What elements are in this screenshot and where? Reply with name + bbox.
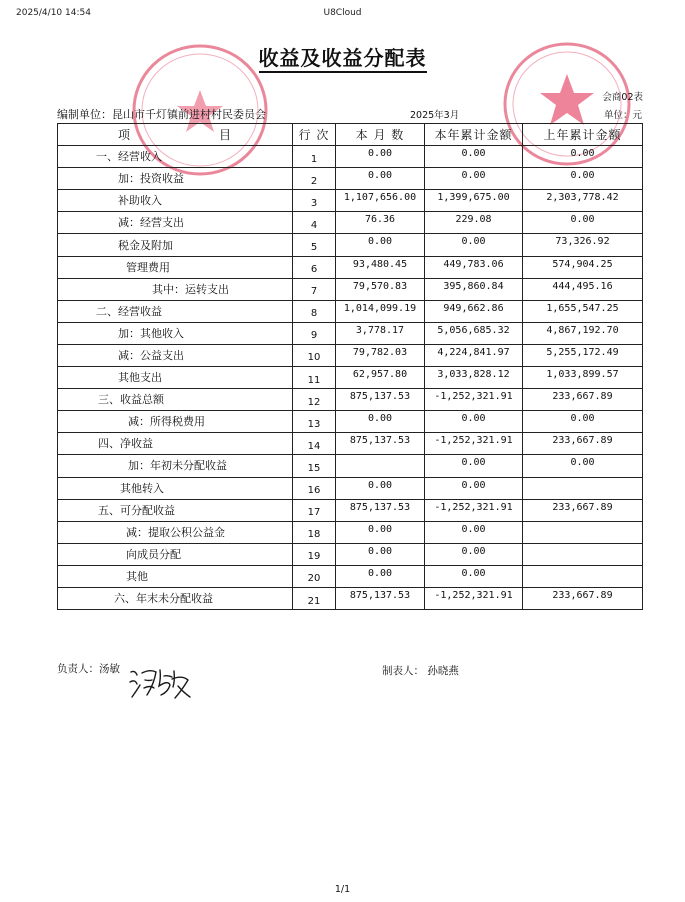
table-row: 加：其他收入 9 3,778.17 5,056,685.32 4,867,192.70 <box>58 322 643 344</box>
table-row: 其他支出 11 62,957.80 3,033,828.12 1,033,899.57 <box>58 367 643 389</box>
table-row: 加：年初未分配收益 15 0.00 0.00 <box>58 455 643 477</box>
preparer: 制表人： 孙晓燕 <box>382 665 459 677</box>
income-distribution-table <box>57 123 643 610</box>
print-app-name: U8Cloud <box>323 8 362 18</box>
table-row: 三、收益总额 12 875,137.53 -1,252,321.91 233,667.89 <box>58 389 643 411</box>
table-row: 减：公益支出 10 79,782.03 4,224,841.97 5,255,172.49 <box>58 344 643 366</box>
column-header-ytd: 本年累计金额 <box>425 124 523 146</box>
table-row: 其他转入 16 0.00 0.00 <box>58 477 643 499</box>
table-row: 四、净收益 14 875,137.53 -1,252,321.91 233,667.89 <box>58 433 643 455</box>
print-datetime: 2025/4/10 14:54 <box>16 8 91 18</box>
column-header-item: 项 目 <box>58 124 293 146</box>
table-row: 税金及附加 5 0.00 0.00 73,326.92 <box>58 234 643 256</box>
currency-unit: 单位：元 <box>603 110 642 121</box>
handwritten-signature <box>128 664 192 702</box>
table-row: 一、经营收入 1 0.00 0.00 0.00 <box>58 146 643 168</box>
table-row: 其他 20 0.00 0.00 <box>58 565 643 587</box>
table-row: 减：提取公积公益金 18 0.00 0.00 <box>58 521 643 543</box>
page-title: 收益及收益分配表 <box>0 42 685 71</box>
table-row: 管理费用 6 93,480.45 449,783.06 574,904.25 <box>58 256 643 278</box>
column-header-month: 本 月 数 <box>336 124 425 146</box>
table-header-row <box>58 124 643 146</box>
table-row: 向成员分配 19 0.00 0.00 <box>58 543 643 565</box>
preparing-unit: 编制单位：昆山市千灯镇前进村村民委员会 <box>57 108 266 121</box>
table-row: 二、经营收益 8 1,014,099.19 949,662.86 1,655,547.25 <box>58 300 643 322</box>
column-header-prev-year: 上年累计金额 <box>523 124 643 146</box>
column-header-line: 行 次 <box>293 124 336 146</box>
page-number: 1/1 <box>334 884 351 895</box>
table-row: 补助收入 3 1,107,656.00 1,399,675.00 2,303,778.42 <box>58 190 643 212</box>
table-row: 其中：运转支出 7 79,570.83 395,860.84 444,495.16 <box>58 278 643 300</box>
report-period: 2025年3月 <box>410 110 460 121</box>
table-row: 减：经营支出 4 76.36 229.08 0.00 <box>58 212 643 234</box>
responsible-person: 负责人：汤敏 <box>57 663 120 675</box>
table-row: 加：投资收益 2 0.00 0.00 0.00 <box>58 168 643 190</box>
table-row: 五、可分配收益 17 875,137.53 -1,252,321.91 233,667.89 <box>58 499 643 521</box>
table-row: 减：所得税费用 13 0.00 0.00 0.00 <box>58 411 643 433</box>
form-code: 会商02表 <box>602 92 643 103</box>
table-row: 六、年末未分配收益 21 875,137.53 -1,252,321.91 233,667.89 <box>58 587 643 609</box>
